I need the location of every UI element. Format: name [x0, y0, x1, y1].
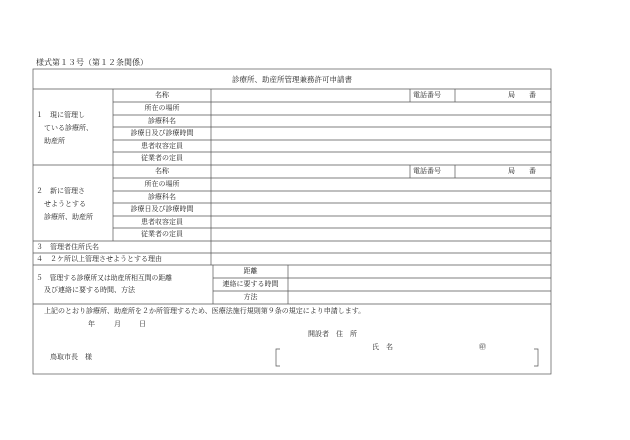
form-number: 様式第１３号（第１２条関係）: [36, 58, 148, 67]
declaration-text: 上記のとおり診療所、助産所を２か所管理するため、医療法施行規則第９条の規定により申請します。: [44, 307, 366, 315]
section4-label: ４ ２ケ所以上管理させようとする理由: [36, 255, 162, 263]
section2-phone-suffix: 局 番: [508, 167, 536, 175]
section3-label: ３ 管理者住所氏名: [36, 243, 99, 251]
left-bracket: [276, 349, 280, 366]
section5-row-time: 連絡に要する時間: [222, 280, 279, 288]
section2-row-location: 所在の場所: [144, 180, 180, 188]
section1-row-capacity: 患者収容定員: [141, 142, 183, 150]
date-year: 年: [88, 320, 95, 328]
section2-row-hours: 診療日及び診療時間: [130, 205, 194, 213]
applicant-name-label: 氏 名: [372, 343, 393, 351]
section1-row-hours: 診療日及び診療時間: [130, 129, 194, 137]
applicant-address-label: 開設者 住 所: [308, 330, 357, 338]
section2-label-line2: せようとする: [44, 200, 86, 208]
addressee: 鳥取市長 様: [50, 353, 92, 361]
section2-row-capacity: 患者収容定員: [141, 218, 183, 226]
date-month: 月: [114, 320, 121, 328]
section1-phone-suffix: 局 番: [508, 91, 536, 99]
section1-phone-label: 電話番号: [413, 91, 441, 99]
section5-row-distance: 距離: [243, 267, 258, 275]
section5-label-line2: 及び連絡に要する時間、方法: [44, 286, 135, 294]
section1-row-departments: 診療科名: [148, 117, 176, 125]
section1-row-staff: 従業者の定員: [141, 154, 183, 162]
section1-label-line3: 助産所: [44, 137, 65, 145]
section5-label-line1: ５ 管理する診療所又は助産所相互間の距離: [36, 274, 172, 282]
section2-row-name: 名称: [155, 167, 169, 175]
seal-mark: ㊞: [479, 343, 486, 351]
section2-phone-label: 電話番号: [413, 167, 441, 175]
section1-label-line2: ている診療所、: [44, 124, 93, 132]
section2-label-line3: 診療所、助産所: [44, 213, 93, 221]
section1-row-name: 名称: [155, 91, 169, 99]
right-bracket: [534, 349, 538, 366]
section2-row-staff: 従業者の定員: [141, 230, 183, 238]
section5-row-method: 方法: [243, 293, 258, 301]
section2-label-line1: ２ 新に管理さ: [36, 187, 85, 195]
form-title: 診療所、助産所管理兼務許可申請書: [232, 75, 352, 84]
date-day: 日: [139, 320, 146, 328]
section1-label-line1: １ 現に管理し: [36, 111, 85, 119]
section1-row-location: 所在の場所: [144, 104, 180, 112]
section2-row-departments: 診療科名: [148, 193, 176, 201]
